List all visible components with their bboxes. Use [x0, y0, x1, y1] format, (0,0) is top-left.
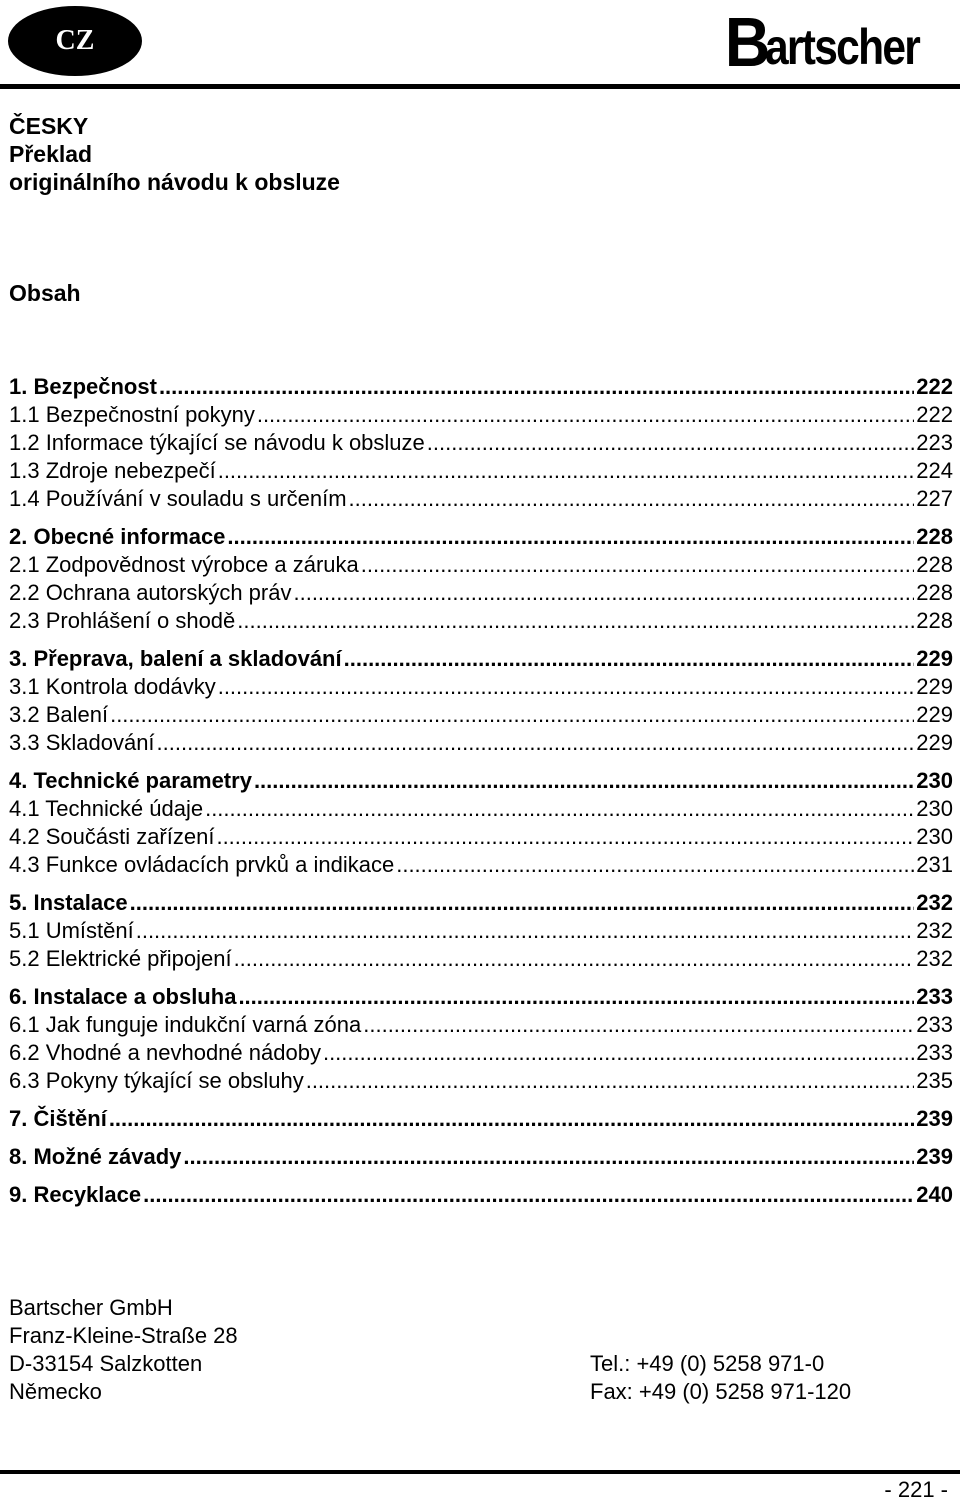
toc-dot-leader	[159, 373, 914, 401]
toc-dot-leader	[130, 889, 915, 917]
toc-entry	[9, 551, 953, 579]
toc-entry	[9, 701, 953, 729]
toc-dot-leader	[427, 429, 915, 457]
toc-entry-label: 5.2 Elektrické připojení	[9, 946, 232, 971]
toc-entry	[9, 983, 953, 1011]
toc-entry-page: 233	[916, 984, 953, 1009]
table-of-contents	[9, 373, 953, 1209]
toc-entry-label: 4. Technické parametry	[9, 768, 252, 793]
toc-entry-label: 7. Čištění	[9, 1106, 107, 1131]
company-contact	[590, 1350, 851, 1406]
translation-heading: Překlad	[9, 141, 93, 167]
toc-entry-page: 239	[916, 1144, 953, 1169]
toc-entry-page: 229	[916, 674, 953, 699]
toc-entry-label: 4.3 Funkce ovládacích prvků a indikace	[9, 852, 395, 877]
toc-dot-leader	[396, 851, 914, 879]
toc-entry-label: 3. Přeprava, balení a skladování	[9, 646, 342, 671]
toc-entry	[9, 1143, 953, 1171]
toc-entry	[9, 945, 953, 973]
toc-entry	[9, 889, 953, 917]
address-city: D-33154 Salzkotten	[9, 1351, 203, 1376]
toc-entry-page: 232	[916, 946, 953, 971]
toc-entry	[9, 1011, 953, 1039]
toc-entry	[9, 1039, 953, 1067]
toc-entry	[9, 645, 953, 673]
toc-dot-leader	[349, 485, 915, 513]
toc-entry-label: 4.2 Součásti zařízení	[9, 824, 215, 849]
toc-entry-label: 2. Obecné informace	[9, 524, 226, 549]
toc-entry-label: 6.2 Vhodné a nevhodné nádoby	[9, 1040, 321, 1065]
document-intro	[9, 112, 340, 196]
toc-entry-page: 228	[916, 524, 953, 549]
toc-entry	[9, 457, 953, 485]
logo-initial: B	[724, 3, 769, 81]
toc-entry	[9, 823, 953, 851]
toc-dot-leader	[361, 551, 915, 579]
toc-entry-page: 222	[916, 402, 953, 427]
toc-dot-leader	[227, 523, 914, 551]
manual-heading: originálního návodu k obsluze	[9, 169, 340, 195]
toc-dot-leader	[110, 701, 914, 729]
header-rule	[0, 84, 960, 89]
toc-entry-label: 6.3 Pokyny týkající se obsluhy	[9, 1068, 304, 1093]
contact-phone: Tel.: +49 (0) 5258 971-0	[590, 1351, 825, 1376]
toc-entry-label: 9. Recyklace	[9, 1182, 142, 1207]
toc-entry-page: 229	[916, 730, 953, 755]
toc-entry	[9, 1067, 953, 1095]
toc-entry-label: 1.1 Bezpečnostní pokyny	[9, 402, 255, 427]
page-number: - 221 -	[884, 1477, 948, 1502]
toc-entry	[9, 429, 953, 457]
language-heading: ČESKY	[9, 113, 89, 139]
toc-entry	[9, 767, 953, 795]
toc-dot-leader	[157, 729, 915, 757]
address-country: Německo	[9, 1379, 102, 1404]
toc-entry-page: 232	[916, 890, 953, 915]
toc-entry-page: 233	[916, 1040, 953, 1065]
footer-rule	[0, 1470, 960, 1474]
toc-entry	[9, 523, 953, 551]
toc-entry-page: 230	[916, 768, 953, 793]
toc-entry-page: 233	[916, 1012, 953, 1037]
toc-entry	[9, 373, 953, 401]
toc-entry-page: 239	[916, 1106, 953, 1131]
toc-entry-page: 228	[916, 552, 953, 577]
toc-dot-leader	[344, 645, 915, 673]
toc-entry-label: 5.1 Umístění	[9, 918, 134, 943]
toc-entry	[9, 795, 953, 823]
toc-dot-leader	[205, 795, 914, 823]
toc-entry	[9, 729, 953, 757]
toc-entry-page: 222	[916, 374, 953, 399]
toc-entry-label: 8. Možné závady	[9, 1144, 182, 1169]
toc-entry-label: 3.1 Kontrola dodávky	[9, 674, 216, 699]
toc-dot-leader	[183, 1143, 914, 1171]
company-address	[9, 1294, 238, 1406]
toc-entry-label: 3.3 Skladování	[9, 730, 155, 755]
toc-entry-page: 240	[916, 1182, 953, 1207]
toc-entry	[9, 485, 953, 513]
toc-entry-page: 229	[916, 702, 953, 727]
toc-entry-page: 229	[916, 646, 953, 671]
company-name: Bartscher GmbH	[9, 1295, 173, 1320]
toc-entry-label: 2.2 Ochrana autorských práv	[9, 580, 292, 605]
toc-entry-label: 4.1 Technické údaje	[9, 796, 204, 821]
toc-entry	[9, 401, 953, 429]
toc-dot-leader	[257, 401, 914, 429]
toc-entry	[9, 1181, 953, 1209]
toc-title: Obsah	[9, 280, 81, 306]
toc-entry-page: 224	[916, 458, 953, 483]
toc-entry-label: 6. Instalace a obsluha	[9, 984, 237, 1009]
contact-fax: Fax: +49 (0) 5258 971-120	[590, 1379, 852, 1404]
toc-dot-leader	[237, 607, 914, 635]
toc-entry-label: 2.3 Prohlášení o shodě	[9, 608, 236, 633]
toc-dot-leader	[218, 673, 915, 701]
language-badge: CZ	[8, 6, 142, 76]
toc-entry	[9, 607, 953, 635]
toc-dot-leader	[363, 1011, 914, 1039]
toc-entry-label: 1. Bezpečnost	[9, 374, 157, 399]
toc-entry-label: 1.2 Informace týkající se návodu k obsluze	[9, 430, 425, 455]
toc-entry-page: 230	[916, 824, 953, 849]
toc-entry	[9, 917, 953, 945]
toc-dot-leader	[306, 1067, 915, 1095]
logo-wordmark: artscher	[764, 19, 919, 75]
toc-entry	[9, 1105, 953, 1133]
toc-entry-page: 231	[916, 852, 953, 877]
toc-entry-label: 3.2 Balení	[9, 702, 109, 727]
toc-entry-label: 1.3 Zdroje nebezpečí	[9, 458, 216, 483]
toc-entry-page: 228	[916, 580, 953, 605]
toc-dot-leader	[293, 579, 914, 607]
toc-dot-leader	[143, 1181, 914, 1209]
toc-dot-leader	[234, 945, 915, 973]
toc-entry-page: 230	[916, 796, 953, 821]
toc-dot-leader	[218, 457, 915, 485]
bartscher-logo	[720, 3, 946, 81]
toc-entry-page: 235	[916, 1068, 953, 1093]
toc-dot-leader	[238, 983, 914, 1011]
toc-entry-label: 1.4 Používání v souladu s určením	[9, 486, 347, 511]
toc-dot-leader	[109, 1105, 914, 1133]
toc-entry-label: 2.1 Zodpovědnost výrobce a záruka	[9, 552, 359, 577]
toc-entry-page: 232	[916, 918, 953, 943]
toc-entry-page: 223	[916, 430, 953, 455]
toc-dot-leader	[254, 767, 914, 795]
toc-dot-leader	[323, 1039, 914, 1067]
toc-entry-page: 227	[916, 486, 953, 511]
toc-entry-page: 228	[916, 608, 953, 633]
toc-entry	[9, 673, 953, 701]
toc-dot-leader	[136, 917, 915, 945]
address-street: Franz-Kleine-Straße 28	[9, 1323, 238, 1348]
toc-entry-label: 6.1 Jak funguje indukční varná zóna	[9, 1012, 362, 1037]
toc-entry-label: 5. Instalace	[9, 890, 128, 915]
toc-entry	[9, 851, 953, 879]
toc-dot-leader	[216, 823, 914, 851]
toc-entry	[9, 579, 953, 607]
